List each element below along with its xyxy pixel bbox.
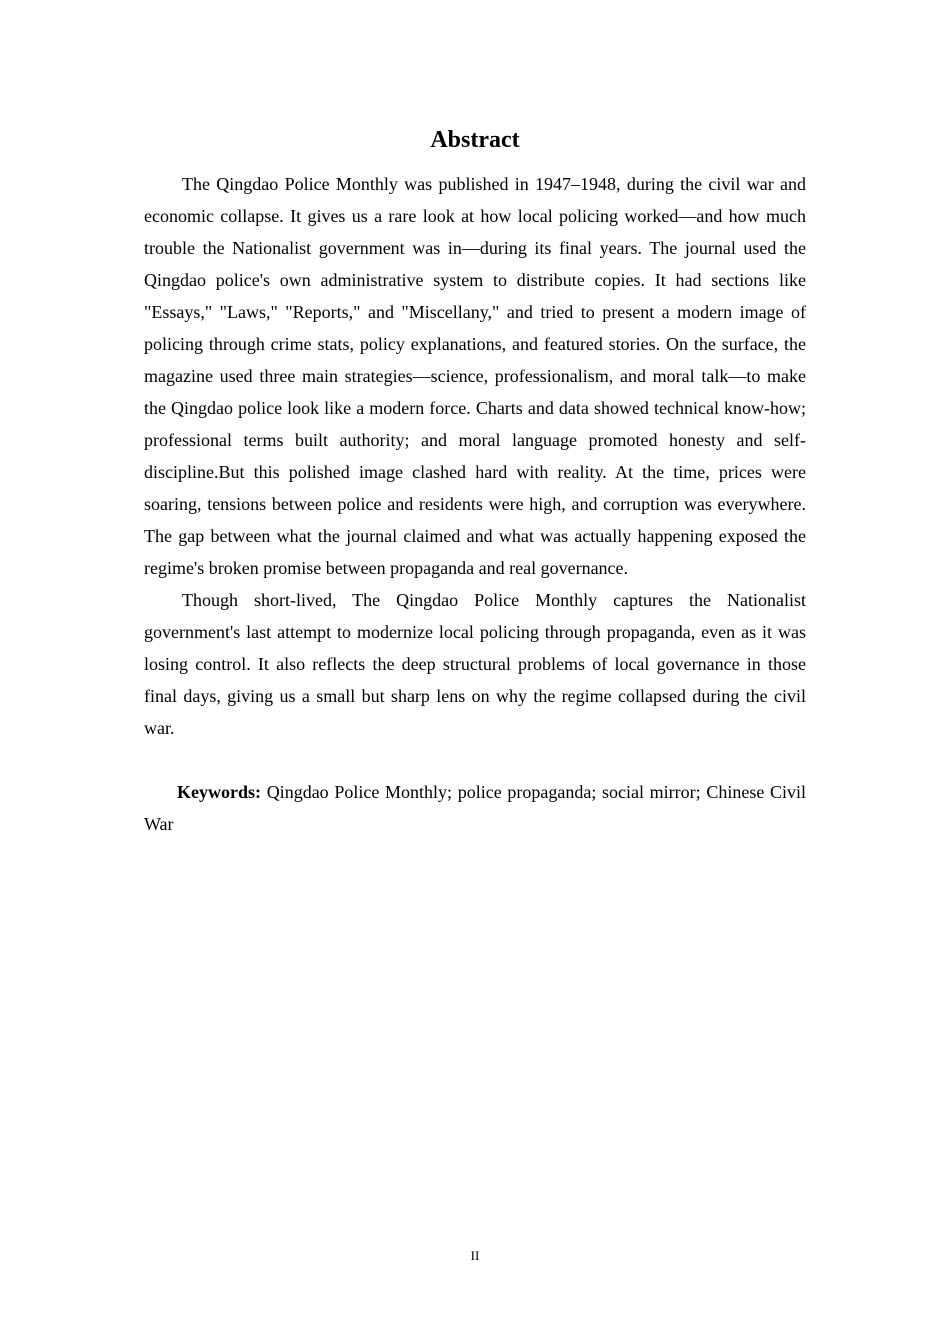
keywords-label: Keywords: [177, 782, 261, 802]
abstract-paragraph-2: Though short-lived, The Qingdao Police Monthly captures the Nationalist government's last attempt to modernize local policing through propaganda, even as it was losing control. It also reflects the deep structural problems of local governance in those final days, giving us a small but sharp lens on why the regime collapsed during the civil war. [144, 590, 806, 738]
abstract-paragraph-1: The Qingdao Police Monthly was published in 1947–1948, during the civil war and economic collapse. It gives us a rare look at how local policing worked—and how much trouble the Nationalist government was in—during its final years. The journal used the Qingdao police's own administrative system to distribute copies. It had sections like "Essays," "Laws," "Reports," and "Miscellany," and tried to present a modern image of policing through crime stats, policy explanations, and featured stories. On the surface, the magazine used three main strategies—science, professionalism, and moral talk—to make the Qingdao police look like a modern force. Charts and data showed technical know-how; professional terms built authority; and moral language promoted honesty and self-discipline.But this polished image clashed hard with reality. At the time, prices were soaring, tensions between police and residents were high, and corruption was everywhere. The gap between what the journal claimed and what was actually happening exposed the regime's broken promise between propaganda and real governance. [144, 174, 806, 578]
keywords-line [144, 776, 806, 840]
abstract-heading: Abstract [430, 127, 520, 153]
keywords-text: Qingdao Police Monthly; police propaganda; social mirror; Chinese Civil War [144, 782, 807, 834]
abstract-body [144, 168, 806, 840]
page-number: II [470, 1248, 480, 1263]
